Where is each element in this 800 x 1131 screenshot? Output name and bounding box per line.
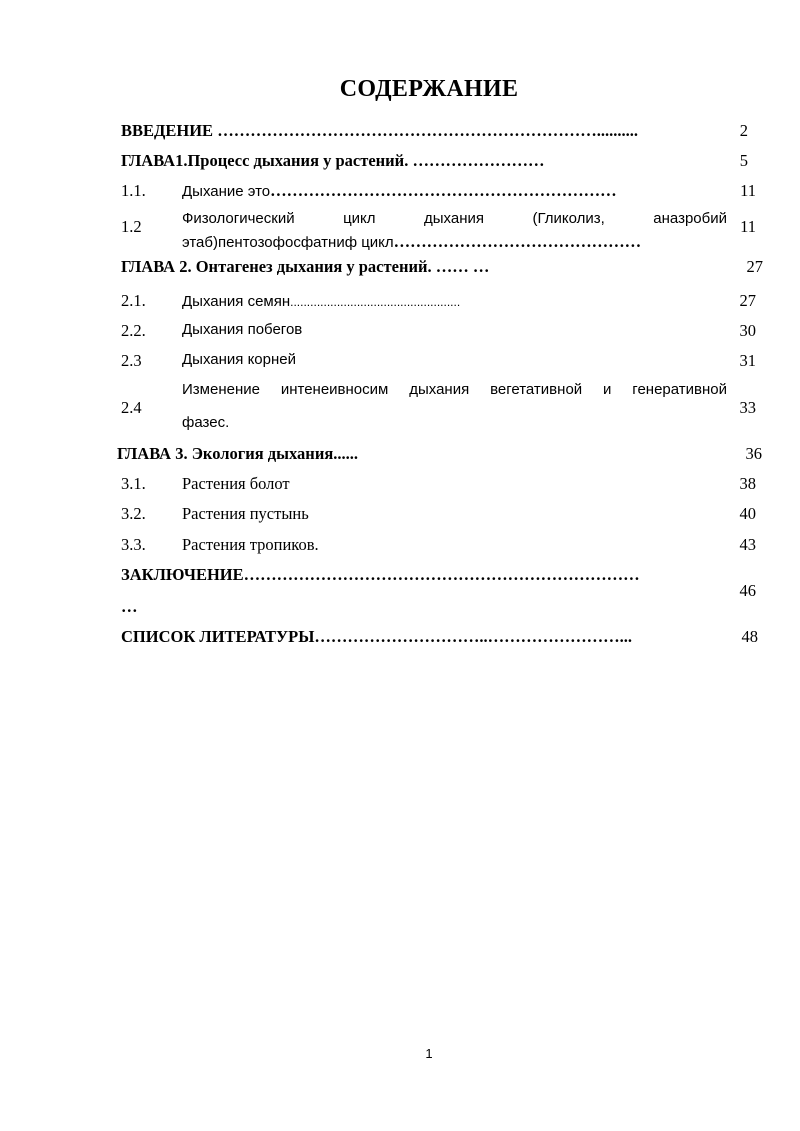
toc-entry-section-1-2-line1[interactable]: Физологический цикл дыхания (Гликолиз, аназробий	[182, 210, 727, 227]
toc-page-number: 2	[739, 121, 748, 140]
toc-entry-label: ГЛАВА1.Процесс дыхания у растений	[121, 151, 405, 170]
toc-entry-section-2-3[interactable]: Дыхания корней	[182, 351, 296, 368]
toc-entry-label: ВВЕДЕНИЕ	[121, 121, 214, 140]
toc-entry-label: этаб)пентозофосфатниф цикл	[182, 234, 394, 251]
toc-entry-conclusion[interactable]	[121, 565, 640, 585]
toc-page-number: 43	[739, 535, 756, 554]
toc-section-number: 2.1.	[121, 291, 146, 310]
toc-section-number: 1.1.	[121, 181, 146, 200]
toc-page-number: 46	[739, 581, 756, 600]
toc-entry-section-1-1[interactable]	[182, 181, 617, 201]
toc-entry-label: ГЛАВА 2. Онтагенез дыхания у растений	[121, 257, 428, 276]
toc-entry-label: Дыхание это	[182, 183, 271, 200]
toc-section-number: 3.3.	[121, 535, 146, 554]
toc-leader-dots-continued: …	[121, 597, 138, 616]
toc-page-number: 30	[739, 321, 756, 340]
toc-leader-dots: ………………………………………………………………	[243, 565, 640, 584]
toc-entry-chapter-2[interactable]	[121, 257, 489, 277]
toc-entry-intro[interactable]	[121, 121, 638, 141]
page-title: СОДЕРЖАНИЕ	[339, 76, 519, 102]
toc-page-number: 38	[739, 474, 756, 493]
toc-section-number: 2.4	[121, 398, 142, 417]
toc-entry-literature[interactable]	[121, 627, 632, 647]
toc-leader-dots: ………………………………………	[393, 232, 642, 251]
toc-leader-dots: . ……………………	[404, 151, 545, 170]
toc-section-number: 2.2.	[121, 321, 146, 340]
toc-leader-dots: ...................................................	[290, 295, 461, 309]
toc-page-number: 36	[745, 444, 762, 463]
toc-entry-label: Дыхания семян	[182, 293, 291, 310]
toc-entry-section-3-2[interactable]: Растения пустынь	[182, 504, 309, 523]
toc-entry-section-1-2-line2[interactable]	[182, 232, 641, 252]
toc-page-number: 48	[741, 627, 758, 646]
toc-section-number: 3.1.	[121, 474, 146, 493]
toc-page-number: 27	[746, 257, 763, 276]
toc-entry-label: СПИСОК ЛИТЕРАТУРЫ	[121, 627, 315, 646]
toc-page-number: 11	[740, 217, 756, 236]
toc-leader-dots: …………………………..……………………...	[314, 627, 633, 646]
toc-section-number: 3.2.	[121, 504, 146, 523]
toc-entry-section-3-3[interactable]: Растения тропиков.	[182, 535, 319, 554]
toc-entry-section-2-4-line2[interactable]: фазес.	[182, 414, 230, 431]
toc-leader-dots: ……………………………………………………………..........	[217, 121, 638, 140]
toc-entry-section-2-1[interactable]	[182, 291, 460, 311]
toc-entry-label: ГЛАВА 3. Экология дыхания	[117, 444, 334, 463]
toc-page-number: 40	[739, 504, 756, 523]
toc-leader-dots: ………………………………………………………	[270, 181, 617, 200]
toc-section-number: 1.2	[121, 217, 142, 236]
toc-entry-chapter-3[interactable]	[117, 444, 358, 464]
toc-entry-section-2-4-line1[interactable]: Изменение интенеивносим дыхания вегетативной и генеративной	[182, 381, 727, 398]
toc-leader-dots: . …… …	[427, 257, 490, 276]
toc-page-number: 31	[739, 351, 756, 370]
toc-entry-section-2-2[interactable]: Дыхания побегов	[182, 321, 303, 338]
toc-leader-dots: ......	[333, 444, 358, 463]
toc-entry-section-3-1[interactable]: Растения болот	[182, 474, 290, 493]
toc-page-number: 27	[739, 291, 756, 310]
footer-page-number: 1	[425, 1046, 433, 1061]
toc-page-number: 11	[740, 181, 756, 200]
toc-entry-label: ЗАКЛЮЧЕНИЕ	[121, 565, 244, 584]
toc-section-number: 2.3	[121, 351, 142, 370]
toc-page-number: 33	[739, 398, 756, 417]
toc-page-number: 5	[739, 151, 748, 170]
toc-entry-chapter-1[interactable]	[121, 151, 544, 171]
